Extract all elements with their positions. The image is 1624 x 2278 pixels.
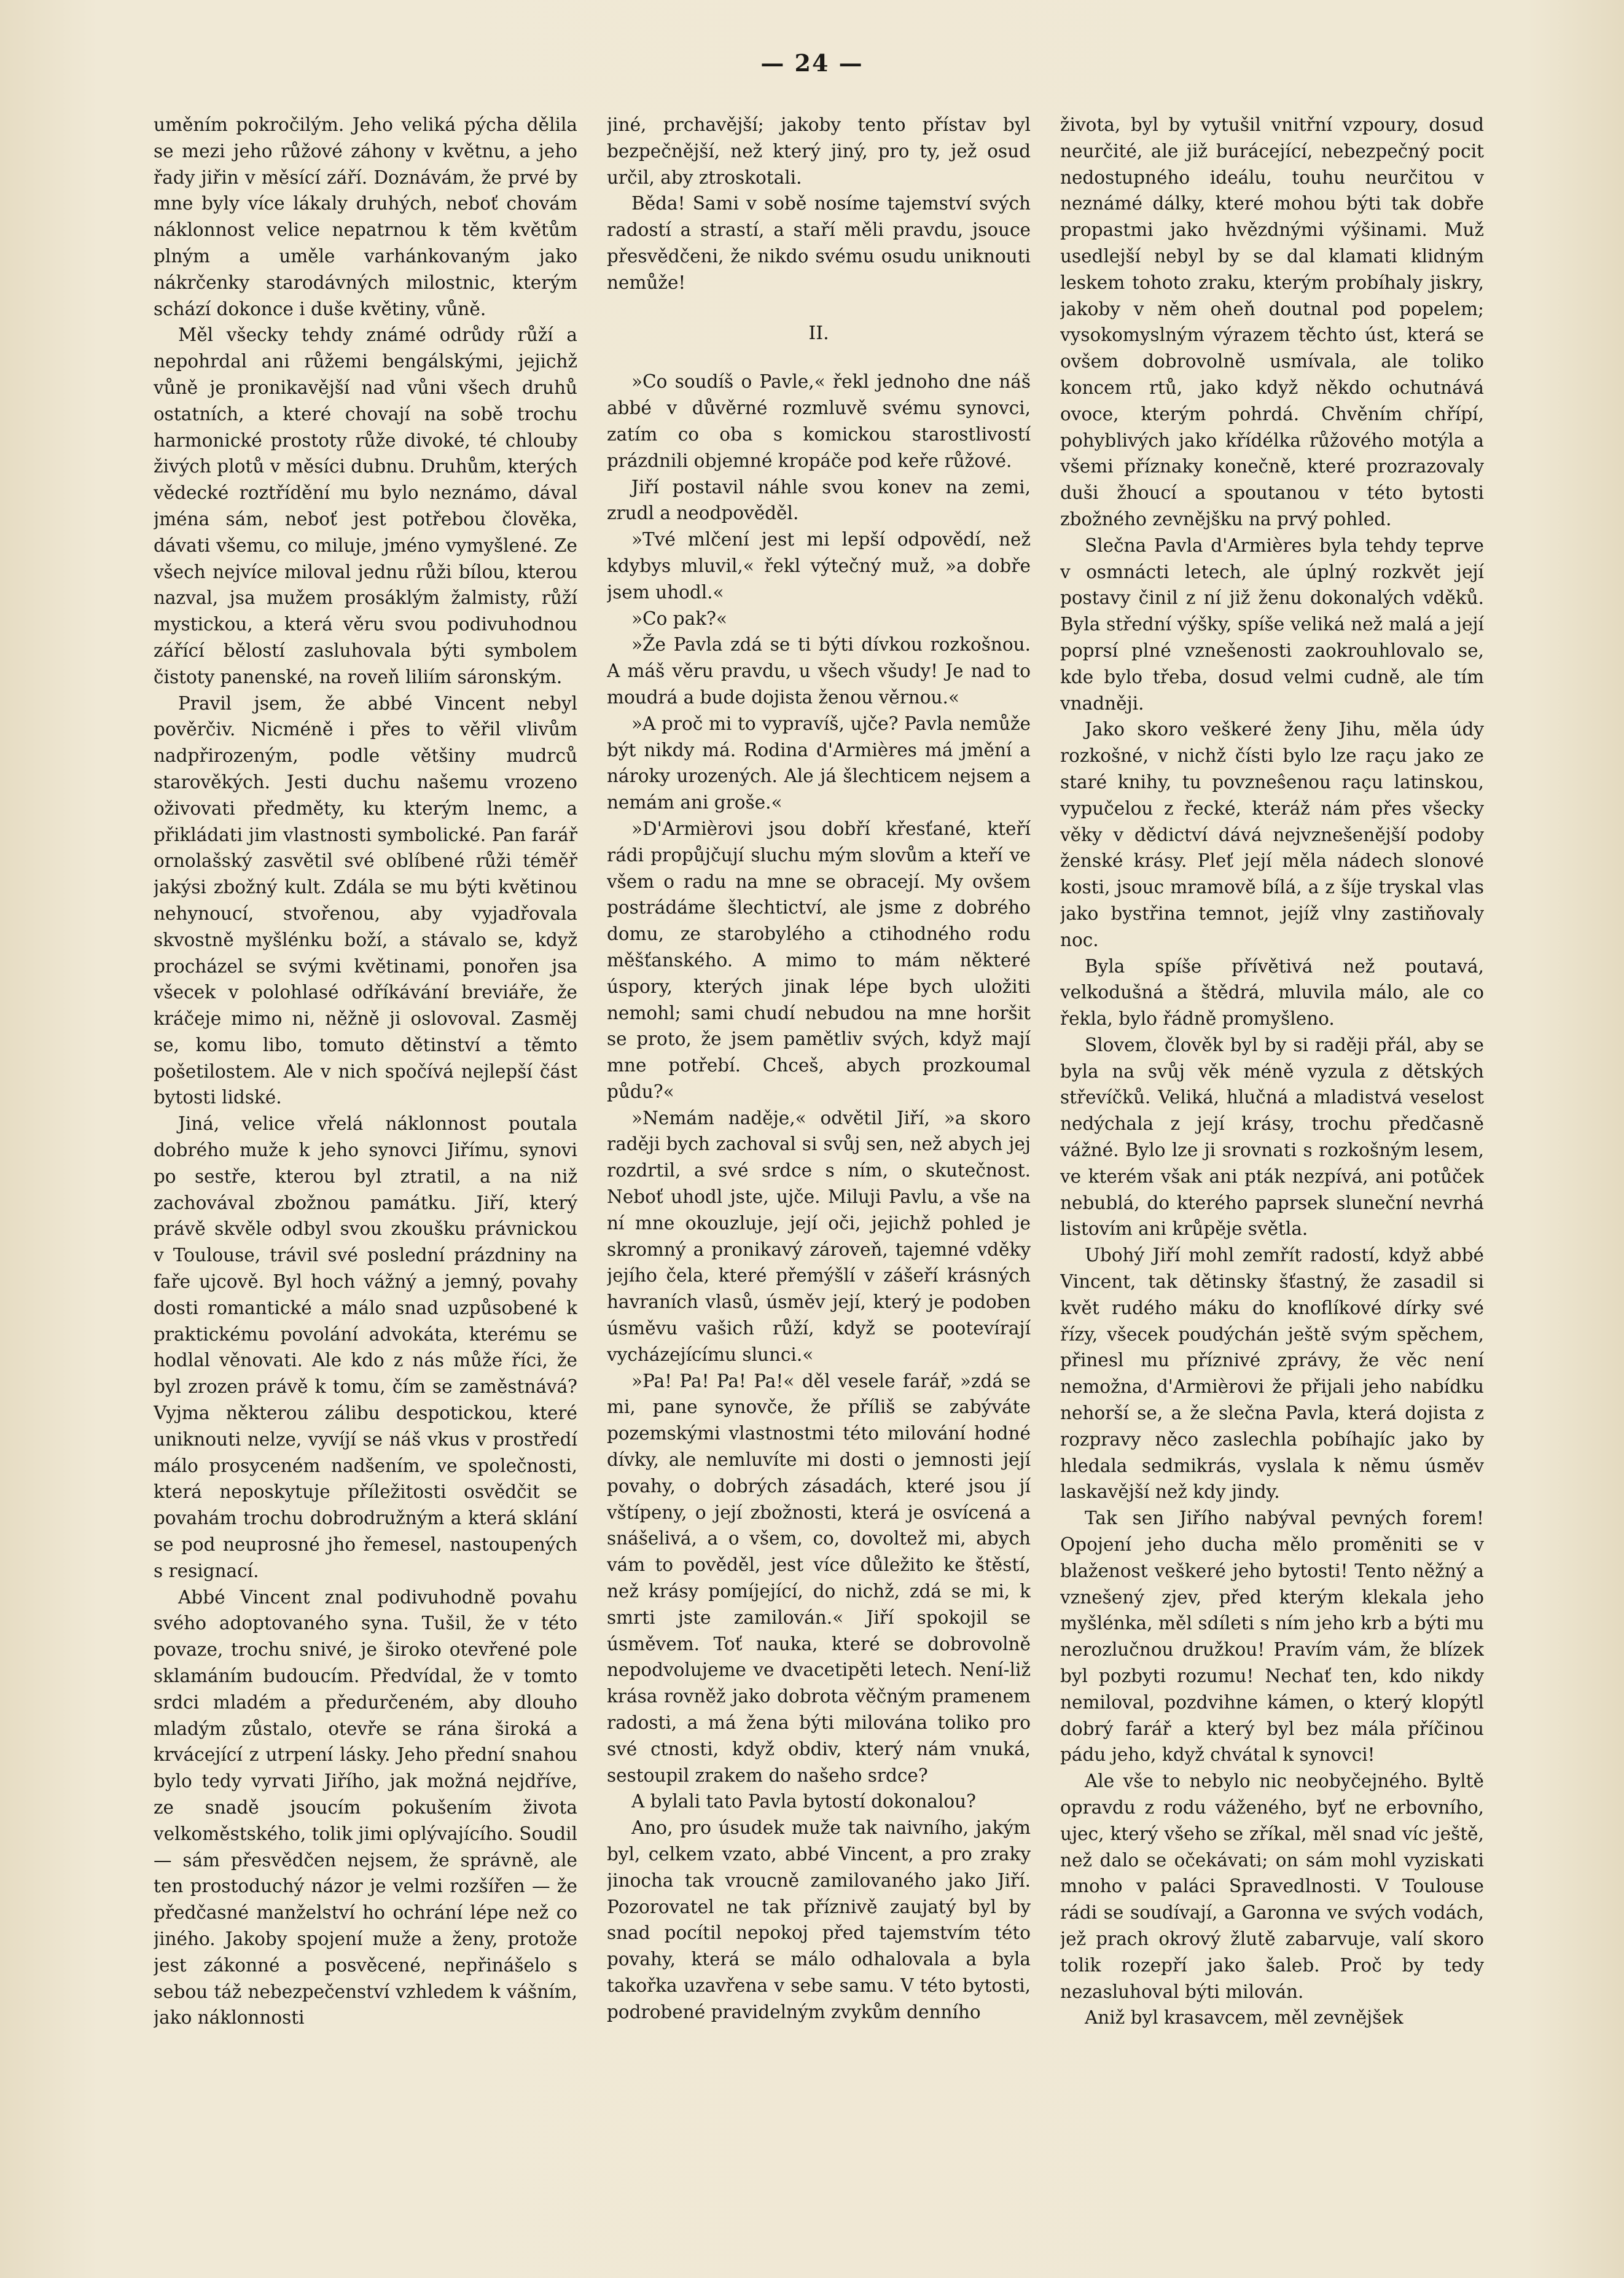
paragraph: Ale vše to nebylo nic neobyčejného. Byltě opravdu z rodu váženého, byť ne erbovního, ujec, který všeho se zříkal, měl snad víc ještě, než dalo se očekávati; on sám mohl vyziskati mnoho v paláci Spravedlnosti. V Toulouse rádi se soudívají, a Garonna ve svých vodách, jež prach okrový žlutě zabarvuje, valí skoro tolik rozepří jako šaleb. Proč by tedy nezasluhoval býti milován.: [1060, 1771, 1484, 2002]
paragraph: Aniž byl krasavcem, měl zevnějšek: [1085, 2007, 1403, 2029]
paragraph: »Co soudíš o Pavle,« řekl jednoho dne náš abbé v důvěrné rozmluvě svému synovci, zatím co oba s komickou starostlivostí prázdnili objemné kropáče pod keře růžové.: [607, 371, 1031, 471]
paragraph: Ano, pro úsudek muže tak naivního, jakým byl, celkem vzato, abbé Vincent, a pro zraky jinocha tak vroucně zamilovaného jako Jiří. Pozorovatel ne tak příznivě zaujatý byl by snad pocítil nepokoj před tajemstvím této povahy, která se málo odhalovala a byla takořka uzavřena v sebe samu. V této bytosti, podrobené pravidelným zvykům denního: [607, 1817, 1031, 2022]
paragraph: »A proč mi to vypravíš, ujče? Pavla nemůže být nikdy má. Rodina d'Armières má jmění a nároky urozených. Ale já šlechticem nejsem a nemám ani groše.«: [607, 713, 1031, 813]
paragraph: Měl všecky tehdy známé odrůdy růží a nepohrdal ani růžemi bengálskými, jejichž vůně je pronikavější nad vůni všech druhů ostatních, a které chovají na sobě trochu harmonické prostoty růže divoké, té chlouby živých plotů v měsíci dubnu. Druhům, kterých vědecké roztřídění mu bylo neznámo, dával jména sám, neboť jest potřebou člověka, dávati všemu, co miluje, jméno vymyšlené. Ze všech nejvíce miloval jednu růži bílou, kterou nazval, jsa mužem prosáklým žalmisty, růží mystickou, a která věru svou podivuhodnou zářící bělostí zasluhovala býti symbolem čistoty panenské, na roveň liliím sáronským.: [154, 324, 577, 687]
section-heading: II.: [808, 322, 829, 344]
paragraph: uměním pokročilým. Jeho veliká pýcha dělila se mezi jeho růžové záhony v květnu, a jeho řady jiřin v měsící září. Doznávám, že prvé by mne byly více lákaly druhých, neboť chovám náklonnost velice nepatrnou k těm květům plným a uměle varhánkovaným jako nákrčenky starodávných milostnic, kterým schází dokonce i duše květiny, vůně.: [154, 114, 577, 319]
text-column-1: [154, 112, 577, 2139]
paragraph: Jako skoro veškeré ženy Jihu, měla údy rozkošné, v nichž čísti bylo lze raçu jako ze staré knihy, tu povzneŝenou raçu latinskou, vypučelou z řecké, kteráž nám přes všecky věky v dědictví dává nejvznešenější podoby ženské krásy. Pleť její měla nádech slonové kosti, jsouc mramově bílá, a z šíje tryskal vlas jako bystřina temnot, jejíž vlny zastiňovaly noc.: [1060, 719, 1484, 950]
paragraph: A bylali tato Pavla bytostí dokonalou?: [631, 1791, 976, 1812]
paragraph: Byla spíše přívětivá než poutavá, velkodušná a štědrá, mluvila málo, ale co řekla, bylo řádně promyšleno.: [1060, 955, 1484, 1030]
paragraph: života, byl by vytušil vnitřní vzpoury, dosud neurčité, ale již burácející, nebezpečný pocit nedostupného ideálu, touhu neurčitou v neznámé dálky, které mohou býti tak dobře propastmi jako hvězdnými výšinami. Muž usedlejší nebyl by se dal klamati klidným leskem tohoto zraku, kterým probíhaly jiskry, jakoby v něm oheň doutnal pod popelem; vysokomyslným výrazem těchto úst, která se ovšem dobrovolně usmívala, ale toliko koncem rtů, jako když někdo ochutnává ovoce, kterým pohrdá. Chvěním chřípí, pohyblivých jako křídélka růžového motýla a všemi příznaky konečně, které prozrazovaly duši žhoucí a spoutanou v této bytosti zbožného zevnějšku na prvý pohled.: [1060, 114, 1484, 530]
text-column-2: [607, 112, 1031, 2139]
paragraph: »Že Pavla zdá se ti býti dívkou rozkošnou. A máš věru pravdu, u všech všudy! Je nad to moudrá a bude dojista ženou věrnou.«: [607, 634, 1031, 708]
paragraph: Slovem, člověk byl by si raději přál, aby se byla na svůj věk méně vyzula z dětských střevíčků. Veliká, hlučná a mladistvá veselost nedýchala z její krásy, trochu předčasně vážné. Bylo lze ji srovnati s rozkošným lesem, ve kterém však ani pták nezpívá, ani potůček nebublá, do kterého paprsek sluneční nevrhá listovím ani krůpěje světla.: [1060, 1034, 1484, 1240]
paragraph: »Nemám naděje,« odvětil Jiří, »a skoro raději bych zachoval si svůj sen, než abych jej rozdrtil, a své srdce s ním, o skutečnost. Neboť uhodl jste, ujče. Miluji Pavlu, a vše na ní mne okouzluje, její oči, jejichž pohled je skromný a pronikavý zároveň, tajemné vděky jejího čela, které přemýšlí v zášeří krásných havraních vlasů, úsměv její, který je podoben úsměvu vašich růží, když se pootevírají vycházejícímu slunci.«: [607, 1107, 1031, 1365]
paragraph: »Tvé mlčení jest mi lepší odpovědí, než kdybys mluvil,« řekl výtečný muž, »a dobře jsem uhodl.«: [607, 529, 1031, 603]
paragraph: Slečna Pavla d'Armières byla tehdy teprve v osmnácti letech, ale úplný rozkvět její postavy činil z ní již ženu dokonalých vděků. Byla střední výšky, spíše veliká než malá a její poprsí plné vznešenosti zaokrouhlovalo se, kde bylo třeba, dosud velmi cudně, ale tím vnadněji.: [1060, 534, 1484, 714]
page-number: — 24 —: [760, 49, 864, 77]
paragraph: Jiná, velice vřelá náklonnost poutala dobrého muže k jeho synovci Jiřímu, synovi po sestře, kterou byl ztratil, a na niž zachovával zbožnou památku. Jiří, který právě skvěle odbyl svou zkoušku právnickou v Toulouse, trávil své poslední prázdniny na faře ujcově. Byl hoch vážný a jemný, povahy dosti romantické a málo snad uzpůsobené k praktickému povolání advokáta, kterému se hodlal věnovati. Ale kdo z nás může říci, že byl zrozen právě k tomu, čím se zaměstnává? Vyjma některou zálibu despotickou, které uniknouti nelze, vyvíjí se náš vkus v prostředí málo prosyceném nadšením, ve společnosti, která neposkytuje příležitosti osvědčit se povahám trochu dobrodružným a která sklání se pod neuprosné jho řemesel, nastoupených s resignací.: [154, 1113, 577, 1581]
paragraph: jiné, prchavější; jakoby tento přístav byl bezpečnější, než který jiný, pro ty, jež osud určil, aby ztroskotali.: [607, 114, 1031, 188]
paragraph: Pravil jsem, že abbé Vincent nebyl pověrčiv. Nicméně i přes to věřil vlivům nadpřirozeným, podle většiny mudrců starověkých. Jesti duchu našemu vrozeno oživovati předměty, ku kterým lnemc, a přikládati jim vlastnosti symbolické. Pan farář ornolašský zasvětil své oblíbené růži téměř jakýsi zbožný kult. Zdála se mu býti květinou nehynoucí, stvořenou, aby vyjadřovala skvostně myšlénku boží, a stávalo se, když procházel se svými květinami, ponořen jsa všecek v polohlasé odříkávání breviáře, že kráčeje mimo ni, něžně ji oslovoval. Zasměj se, komu libo, tomuto dětinství a těmto pošetilostem. Ale v nich spočívá nejlepší část bytosti lidské.: [154, 692, 577, 1108]
paragraph: »D'Armièrovi jsou dobří křesťané, kteří rádi propůjčují sluchu mým slovům a kteří ve všem o radu na mne se obracejí. My ovšem postrádáme šlechtictví, ale jsme z dobrého domu, ze starobylého a ctihodného rodu měšťanského. A mimo to mám některé úspory, kterých jinak lépe bych uložiti nemohl; sami chudí nebudou na mne horšit se proto, že jsem pamětliv svých, když mají mne potřebí. Chceš, abych prozkoumal půdu?«: [607, 818, 1031, 1102]
paragraph: »Co pak?«: [631, 608, 727, 629]
paragraph: Jiří postavil náhle svou konev na zemi, zrudl a neodpověděl.: [607, 476, 1031, 524]
paragraph: Běda! Sami v sobě nosíme tajemství svých radostí a strastí, a staří měli pravdu, jsouce přesvědčeni, že nikdo svému osudu uniknouti nemůže!: [607, 193, 1031, 293]
paragraph: Abbé Vincent znal podivuhodně povahu svého adoptovaného syna. Tušil, že v této povaze, trochu snivé, je široko otevřené pole sklamáním budoucím. Předvídal, že v tomto srdci mladém a předurčeném, aby dlouho mladým zůstalo, otevře se rána široká a krvácející z utrpení lásky. Jeho přední snahou bylo tedy vyrvati Jiřího, jak možná nejdříve, ze snadě jsoucím pokušením života velkoměstského, tolik jimi oplývajícího. Soudil — sám přesvědčen nejsem, že správně, ale ten prostoduchý názor je velmi rozšířen — že předčasné manželství ho ochrání lépe než co jiného. Jakoby spojení muže a ženy, protože jest zákonné a posvěcené, nepřinášelo s sebou táž nebezpečenství vzhledem k vášním, jako náklonnosti: [154, 1586, 577, 2029]
paragraph: Tak sen Jiřího nabýval pevných forem! Opojení jeho ducha mělo proměniti se v blaženost veškeré jeho bytosti! Tento něžný a vznešený zjev, před kterým klekala jeho myšlénka, měl sdíleti s ním jeho krb a býti mu nerozlučnou družkou! Pravím vám, že blízek byl pozbyti rozumu! Nechať ten, kdo nikdy nemiloval, pozdvihne kámen, o který klopýtl dobrý farář a který byl bez mála příčinou pádu jeho, když chvátal k synovci!: [1060, 1508, 1484, 1766]
text-column-3: [1060, 112, 1484, 2139]
paragraph: »Pa! Pa! Pa! Pa!« děl vesele farář, »zdá se mi, pane synovče, že příliš se zabýváte pozemskými vlastnostmi této milování hodné dívky, ale nemluvíte mi dosti o jemnosti její povahy, o dobrých zásadách, které jsou jí vštípeny, o její zbožnosti, která je osvícená a snášelivá, a o všem, co, dovoltež mi, abych vám to pověděl, jest více důležito ke štěstí, než krásy pomíjející, do nichž, zdá se mi, k smrti jste zamilován.« Jiří spokojil se úsměvem. Toť nauka, které se dobrovolně nepodvolujeme ve dvacetipěti letech. Není-liž krása rovněž jako dobrota věčným pramenem radosti, a má žena býti milována toliko pro své ctnosti, když obdiv, který nám vnuká, sestoupil zrakem do našeho srdce?: [607, 1370, 1031, 1786]
paragraph: Ubohý Jiří mohl zemřít radostí, když abbé Vincent, tak dětinsky šťastný, že zasadil si květ rudého máku do knoflíkové dírky své řízy, všecek poudýchán ještě svým spěchem, přinesl mu příznivé zprávy, že věc není nemožna, d'Armièrovi že přijali jeho nabídku nehorší se, a že slečna Pavla, která dojista z rozpravy něco zaslechla pobíhajíc jako by hledala sedmikrás, vyslala k němu úsměv laskavější než kdy jindy.: [1060, 1245, 1484, 1503]
